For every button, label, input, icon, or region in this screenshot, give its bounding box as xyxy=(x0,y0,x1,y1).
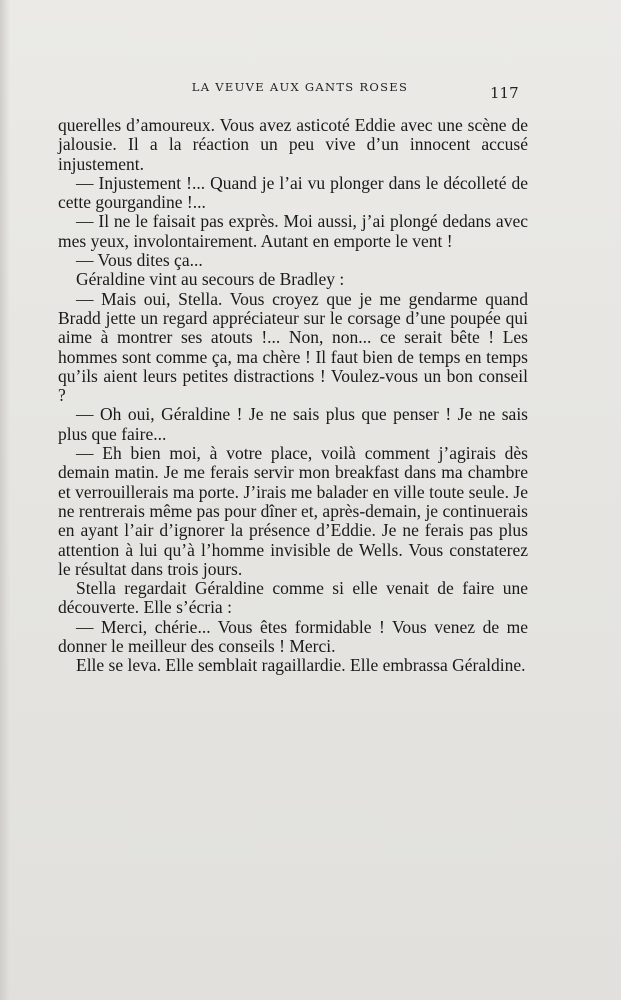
paragraph: Géraldine vint au secours de Bradley : xyxy=(76,269,345,290)
body-text xyxy=(58,116,528,676)
paragraph: — Injustement !... Quand je l’ai vu plonger dans le décolleté de cette gourgandine !... xyxy=(58,172,528,213)
paragraph: — Mais oui, Stella. Vous croyez que je me gendarme quand Bradd jette un regard appréciateur sur le corsage d’une poupée qui aime à montrer ses atouts !... Non, non... ce serait bête ! Les hommes sont comme ça, ma chère ! Il faut bien de temps en temps qu’ils aient leurs petites distractions ! Voulez-vous un bon conseil ? xyxy=(58,288,528,406)
running-title: LA VEUVE AUX GANTS ROSES xyxy=(191,80,409,94)
paragraph: — Oh oui, Géraldine ! Je ne sais plus que penser ! Je ne sais plus que faire... xyxy=(58,404,528,444)
paragraph: — Merci, chérie... Vous êtes formidable ! Vous venez de me donner le meilleur des conseils ! Merci. xyxy=(58,616,528,657)
paragraph: Elle se leva. Elle semblait ragaillardie. Elle embrassa Géraldine. xyxy=(76,655,526,676)
page-edge-shadow xyxy=(0,0,10,1000)
paragraph: Stella regardait Géraldine comme si elle venait de faire une découverte. Elle s’écria : xyxy=(58,578,528,618)
paragraph: — Il ne le faisait pas exprès. Moi aussi, j’ai plongé dedans avec mes yeux, involontairement. Autant en emporte le vent ! xyxy=(58,211,528,251)
paragraph: — Eh bien moi, à votre place, voilà comment j’agirais dès demain matin. Je me ferais servir mon breakfast dans ma chambre et verrouillerais ma porte. J’irais me balader en ville toute seule. Je ne rentrerais même pas pour dîner et, après-demain, je continuerais en ayant l’air d’ignorer la présence d’Eddie. Je ne ferais pas plus attention à lui qu’à l’homme invisible de Wells. Vous constaterez le résultat dans trois jours. xyxy=(58,443,528,579)
page-number: 117 xyxy=(490,84,519,102)
paragraph: querelles d’amoureux. Vous avez asticoté Eddie avec une scène de jalousie. Il a la réaction un peu vive d’un innocent accusé injustement. xyxy=(58,115,528,174)
paragraph: — Vous dites ça... xyxy=(76,250,203,271)
